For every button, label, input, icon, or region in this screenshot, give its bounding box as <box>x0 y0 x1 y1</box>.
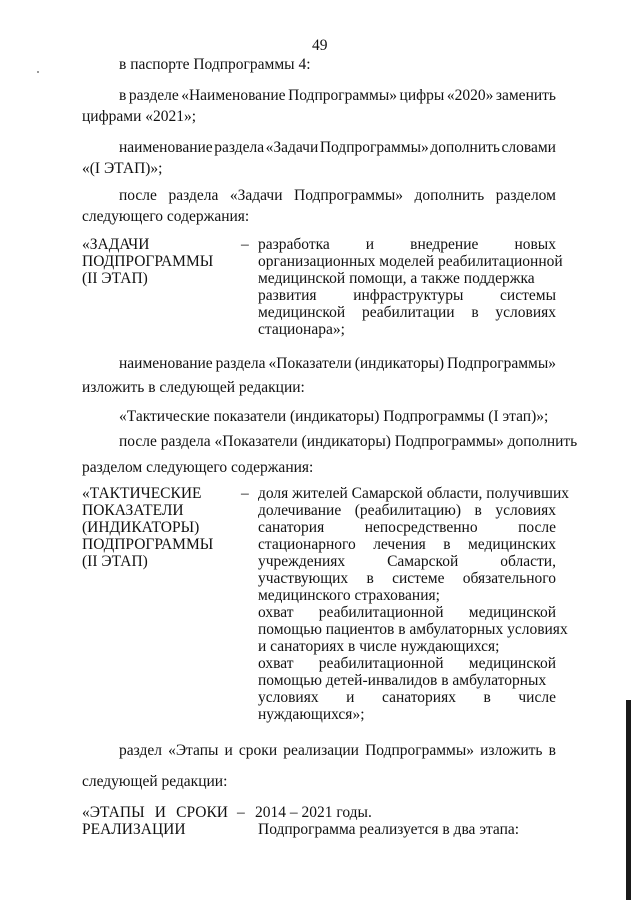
block-label: «ЭТАПЫ И СРОКИ <box>82 804 228 821</box>
paragraph-line: «Тактические показатели (индикаторы) Подпрограммы (I этап)»; <box>119 408 549 425</box>
block-label: «ЗАДАЧИ <box>82 236 150 253</box>
block-label: «ТАКТИЧЕСКИЕ <box>82 485 202 502</box>
page-number: 49 <box>312 37 328 54</box>
paragraph-line: следующего содержания: <box>82 208 250 225</box>
block-dash: – <box>241 485 249 502</box>
block-line: учреждениях Самарской области, <box>258 553 556 570</box>
block-line: помощью пациентов в амбулаторных условиях <box>258 621 568 638</box>
block-line: санатория непосредственно после <box>258 519 556 536</box>
block-line: охват реабилитационной медицинской <box>258 655 556 672</box>
paragraph-line: следующей редакции: <box>82 773 228 790</box>
block-line: разработка и внедрение новых <box>258 236 556 253</box>
block-label: ПОКАЗАТЕЛИ <box>82 502 184 519</box>
block-line: и санаториях в числе нуждающихся; <box>258 638 500 655</box>
block-line: участвующих в системе обязательного <box>258 570 556 587</box>
paragraph-line: в паспорте Подпрограммы 4: <box>119 56 311 73</box>
block-label: (II ЭТАП) <box>82 270 148 287</box>
scan-speck <box>37 71 39 73</box>
block-line: нуждающихся»; <box>258 706 365 723</box>
block-label: РЕАЛИЗАЦИИ <box>82 821 186 838</box>
block-line: долечивание (реабилитацию) в условиях <box>258 502 556 519</box>
paragraph-line: после раздела «Показатели (индикаторы) Подпрограммы» дополнить <box>119 433 578 450</box>
block-dash: – <box>237 804 245 821</box>
block-line: медицинского страхования; <box>258 587 440 604</box>
paragraph-line: раздел «Этапы и сроки реализации Подпрограммы» изложить в <box>119 742 556 759</box>
block-label: ПОДПРОГРАММЫ <box>82 536 214 553</box>
block-line: доля жителей Самарской области, получивших <box>258 485 569 502</box>
block-label: (ИНДИКАТОРЫ) <box>82 519 200 536</box>
block-line: Подпрограмма реализуется в два этапа: <box>258 821 520 838</box>
paragraph-line: в разделе «Наименование Подпрограммы» цифры «2020» заменить <box>119 87 556 104</box>
paragraph-line: разделом следующего содержания: <box>82 459 314 476</box>
block-label: (II ЭТАП) <box>82 553 148 570</box>
block-dash: – <box>241 236 249 253</box>
block-line: охват реабилитационной медицинской <box>258 604 556 621</box>
block-line: стационарного лечения в медицинских <box>258 536 556 553</box>
paragraph-line: наименование раздела «Показатели (индикаторы) Подпрограммы» <box>119 355 556 372</box>
paragraph-line: наименование раздела «Задачи Подпрограммы» дополнить словами <box>119 139 556 156</box>
block-line: стационара»; <box>258 321 345 338</box>
block-line: организационных моделей реабилитационной <box>258 253 563 270</box>
block-line: условиях и санаториях в числе <box>258 689 556 706</box>
paragraph-line: изложить в следующей редакции: <box>82 379 305 396</box>
block-label: ПОДПРОГРАММЫ <box>82 253 214 270</box>
block-line: медицинской помощи, а также поддержка <box>258 270 535 287</box>
block-line: 2014 – 2021 годы. <box>255 804 372 821</box>
paragraph-line: после раздела «Задачи Подпрограммы» дополнить разделом <box>119 187 556 204</box>
block-line: помощью детей-инвалидов в амбулаторных <box>258 672 547 689</box>
paragraph-line: цифрами «2021»; <box>82 108 197 125</box>
block-line: развития инфраструктуры системы <box>258 287 556 304</box>
scan-edge-mark <box>626 700 631 900</box>
block-line: медицинской реабилитации в условиях <box>258 304 556 321</box>
paragraph-line: «(I ЭТАП)»; <box>82 160 163 177</box>
